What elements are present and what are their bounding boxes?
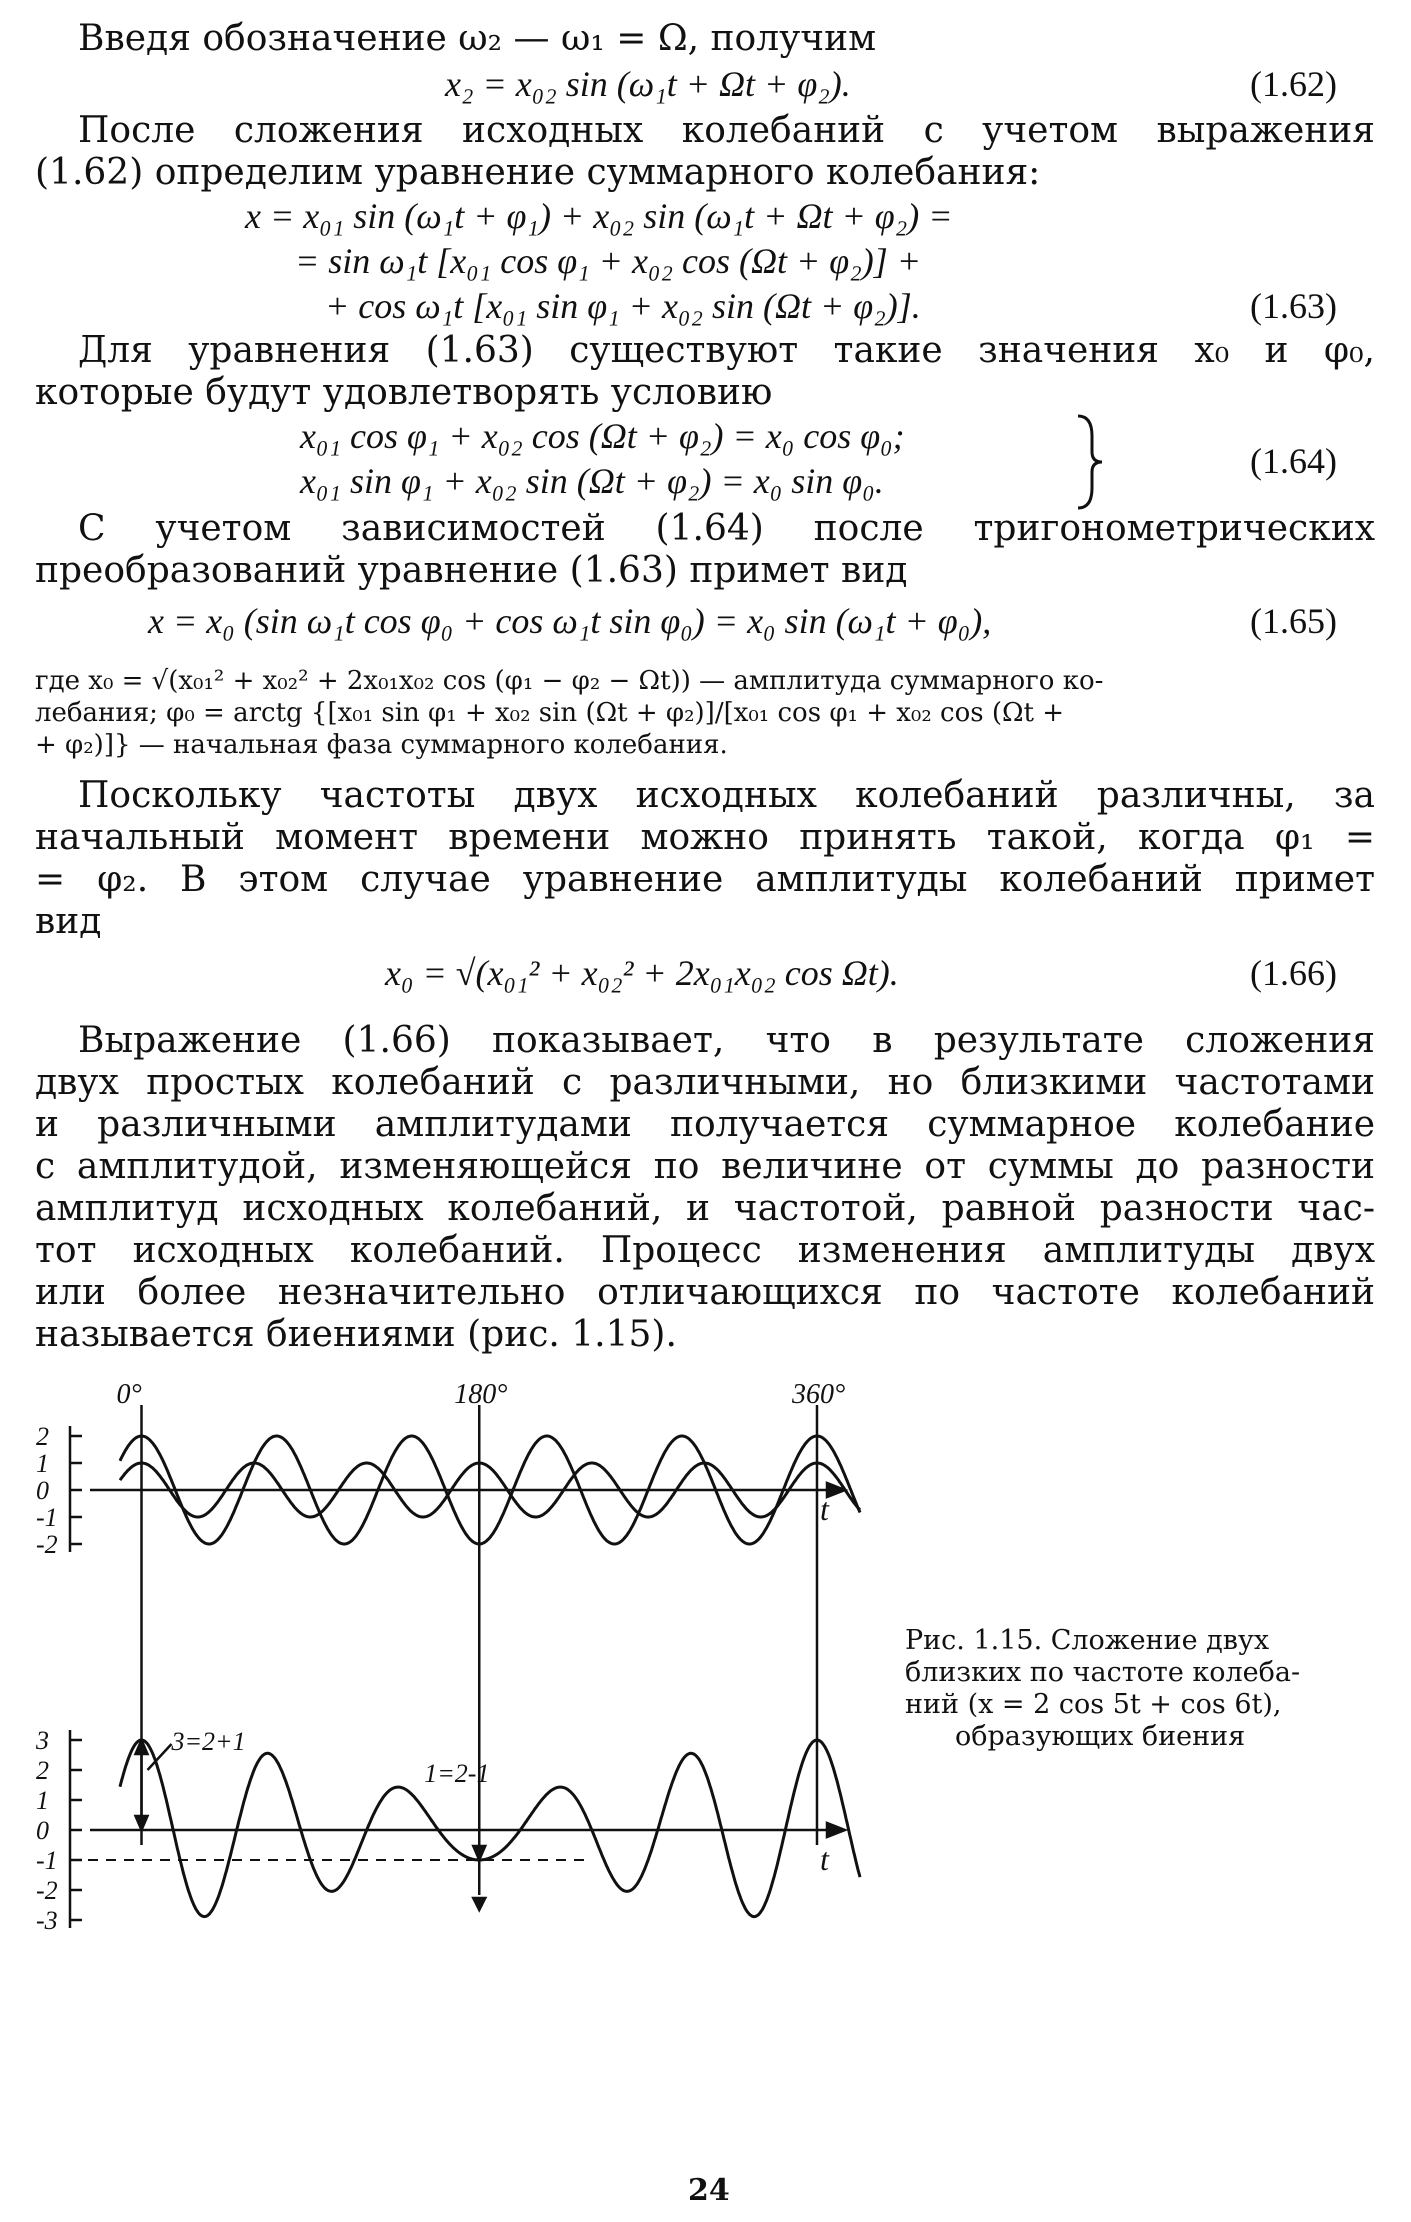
- system-brace: [1070, 412, 1110, 512]
- y-tick-label: -1: [36, 1503, 58, 1532]
- y-tick-label: 2: [36, 1756, 49, 1785]
- text-line: вид: [35, 901, 102, 942]
- equation-1-64-line1: x₀₁ cos φ₁ + x₀₂ cos (Ωt + φ₂) = x₀ cos φ₀;: [300, 416, 905, 456]
- figure-caption: ний (x = 2 cos 5t + cos 6t),: [905, 1689, 1282, 1720]
- equation-number: (1.62): [1250, 64, 1337, 104]
- arrow-head: [473, 1846, 485, 1860]
- y-tick-label: 0: [36, 1816, 49, 1845]
- series-line-sum: [120, 1740, 860, 1917]
- arrow-head: [136, 1816, 148, 1830]
- text-line: называется биениями (рис. 1.15).: [35, 1314, 677, 1355]
- x-axis-arrow: [827, 1823, 845, 1837]
- text-line: или более незначительно отличающихся по частоте колебаний: [35, 1272, 1375, 1313]
- figure-caption: образующих биения: [955, 1721, 1246, 1752]
- definition-line: + φ₂)]} — начальная фаза суммарного колебания.: [35, 730, 728, 760]
- y-tick-label: 1: [36, 1786, 49, 1815]
- annotation-label: 1=2-1: [424, 1759, 490, 1788]
- text-line: преобразований уравнение (1.63) примет вид: [35, 550, 908, 591]
- figure-1-15-beats: [30, 1375, 870, 2135]
- definition-line: где x₀ = √(x₀₁² + x₀₂² + 2x₀₁x₀₂ cos (φ₁ − φ₂ − Ωt)) — амплитуда суммарного ко-: [35, 666, 1104, 696]
- figure-caption: близких по частоте колеба-: [905, 1657, 1301, 1688]
- equation-number: (1.65): [1250, 601, 1337, 641]
- x-axis-label: t: [820, 1491, 829, 1527]
- page-number: 24: [688, 2173, 730, 2208]
- y-tick-label: 0: [36, 1476, 49, 1505]
- text-line: = φ₂. В этом случае уравнение амплитуды колебаний примет: [35, 859, 1375, 900]
- equation-1-64-line2: x₀₁ sin φ₁ + x₀₂ sin (Ωt + φ₂) = x₀ sin φ₀.: [300, 461, 884, 501]
- text-line: и различными амплитудами получается суммарное колебание: [35, 1104, 1375, 1145]
- phase-label: 180°: [454, 1379, 508, 1410]
- equation-1-62: x₂ = x₀₂ sin (ω₁t + Ωt + φ₂).: [445, 64, 851, 104]
- equation-number: (1.64): [1250, 441, 1337, 481]
- phase-label: 0°: [116, 1379, 142, 1410]
- text-line: Поскольку частоты двух исходных колебаний различны, за: [78, 775, 1375, 816]
- equation-1-65: x = x₀ (sin ω₁t cos φ₀ + cos ω₁t sin φ₀) = x₀ sin (ω₁t + φ₀),: [148, 601, 992, 641]
- text-line: амплитуд исходных колебаний, и частотой, равной разности час-: [35, 1188, 1375, 1229]
- y-tick-label: -1: [36, 1846, 58, 1875]
- text-line: с амплитудой, изменяющейся по величине от суммы до разности: [35, 1146, 1375, 1187]
- x-axis-label: t: [820, 1841, 829, 1877]
- text-line: (1.62) определим уравнение суммарного колебания:: [35, 152, 1041, 193]
- y-tick-label: -3: [36, 1906, 58, 1935]
- annotation-label: 3=2+1: [171, 1727, 246, 1756]
- text-line: которые будут удовлетворять условию: [35, 372, 773, 413]
- figure-caption: Рис. 1.15. Сложение двух: [905, 1625, 1270, 1656]
- arrow-head: [473, 1898, 485, 1910]
- y-tick-label: 2: [36, 1422, 49, 1451]
- equation-1-63-line3: + cos ω₁t [x₀₁ sin φ₁ + x₀₂ sin (Ωt + φ₂)].: [325, 286, 921, 326]
- text-line: двух простых колебаний с различными, но близкими частотами: [35, 1062, 1375, 1103]
- y-tick-label: -2: [36, 1876, 58, 1905]
- y-tick-label: -2: [36, 1530, 58, 1559]
- equation-1-63-line1: x = x₀₁ sin (ω₁t + φ₁) + x₀₂ sin (ω₁t + Ωt + φ₂) =: [245, 196, 953, 236]
- definition-line: лебания; φ₀ = arctg {[x₀₁ sin φ₁ + x₀₂ sin (Ωt + φ₂)]/[x₀₁ cos φ₁ + x₀₂ cos (Ωt +: [35, 698, 1065, 728]
- equation-number: (1.66): [1250, 953, 1337, 993]
- text-line: С учетом зависимостей (1.64) после тригонометрических: [78, 508, 1375, 549]
- text-line: Выражение (1.66) показывает, что в результате сложения: [78, 1020, 1375, 1061]
- phase-label: 360°: [791, 1379, 846, 1410]
- equation-1-63-line2: = sin ω₁t [x₀₁ cos φ₁ + x₀₂ cos (Ωt + φ₂)] +: [295, 241, 922, 281]
- y-tick-label: 3: [36, 1726, 49, 1755]
- text-line: Для уравнения (1.63) существуют такие значения x₀ и φ₀,: [78, 330, 1375, 371]
- text-line: Введя обозначение ω₂ — ω₁ = Ω, получим: [78, 18, 877, 59]
- y-tick-label: 1: [36, 1449, 49, 1478]
- text-line: После сложения исходных колебаний с учетом выражения: [78, 110, 1375, 151]
- text-line: начальный момент времени можно принять такой, когда φ₁ =: [35, 817, 1375, 858]
- equation-1-66: x₀ = √(x₀₁² + x₀₂² + 2x₀₁x₀₂ cos Ωt).: [385, 953, 899, 993]
- text-line: тот исходных колебаний. Процесс изменения амплитуды двух: [35, 1230, 1375, 1271]
- equation-number: (1.63): [1250, 286, 1337, 326]
